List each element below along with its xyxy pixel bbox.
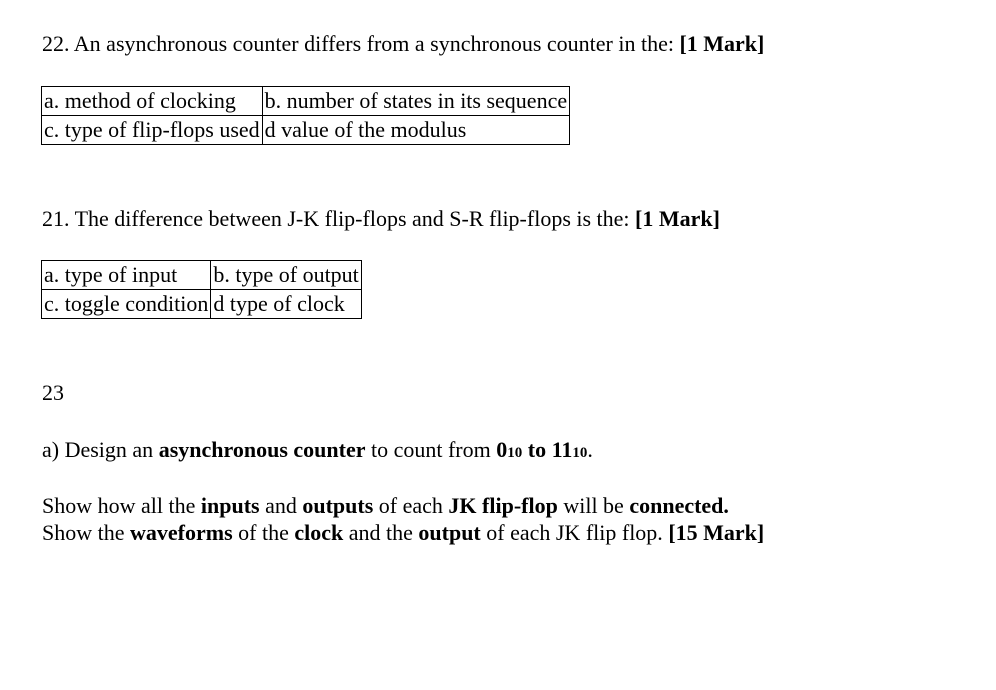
table-row <box>42 116 570 145</box>
bold-term: waveforms <box>130 520 233 545</box>
question-21-options-table <box>41 260 362 319</box>
to-word: to <box>522 437 552 462</box>
text-fragment: and <box>259 493 303 518</box>
text-fragment: will be <box>557 493 630 518</box>
from-base: 10 <box>507 445 523 461</box>
text-fragment: a) Design an <box>42 437 159 462</box>
text-fragment: Show how all the <box>42 493 201 518</box>
to-base: 10 <box>572 445 588 461</box>
question-21 <box>42 206 720 231</box>
question-23-instruction-2 <box>42 520 764 545</box>
option-c: c. type of flip-flops used <box>42 116 263 145</box>
question-23-instruction-1 <box>42 493 729 518</box>
option-b: b. number of states in its sequence <box>262 87 569 116</box>
question-22 <box>42 31 764 56</box>
question-22-options-table <box>41 86 570 145</box>
bold-term: output <box>418 520 481 545</box>
bold-term: inputs <box>200 493 260 518</box>
table-row <box>42 261 362 290</box>
text-fragment: and the <box>343 520 419 545</box>
option-b: b. type of output <box>211 261 361 290</box>
table-row <box>42 290 362 319</box>
question-22-text: 22. An asynchronous counter differs from a synchronous counter in the: <box>42 31 680 56</box>
option-c: c. toggle condition <box>42 290 211 319</box>
text-fragment: of each <box>373 493 449 518</box>
text-fragment: of the <box>232 520 295 545</box>
option-d: d value of the modulus <box>262 116 569 145</box>
question-23-number: 23 <box>42 380 64 405</box>
bold-term: asynchronous counter <box>158 437 366 462</box>
question-22-mark: [1 Mark] <box>679 31 765 56</box>
text-fragment: to count from <box>365 437 497 462</box>
to-value: 11 <box>551 437 573 462</box>
question-23-mark: [15 Mark] <box>668 520 765 545</box>
question-23-part-a <box>42 437 593 462</box>
option-a: a. type of input <box>42 261 211 290</box>
question-21-text: 21. The difference between J-K flip-flops and S-R flip-flops is the: <box>42 206 636 231</box>
bold-term: clock <box>294 520 344 545</box>
text-fragment: of each JK flip flop. <box>480 520 669 545</box>
option-a: a. method of clocking <box>42 87 263 116</box>
bold-term: connected. <box>629 493 729 518</box>
option-d: d type of clock <box>211 290 361 319</box>
question-21-mark: [1 Mark] <box>635 206 720 231</box>
bold-term: JK flip-flop <box>448 493 558 518</box>
table-row <box>42 87 570 116</box>
text-fragment: . <box>587 437 593 462</box>
from-value: 0 <box>496 437 508 462</box>
bold-term: outputs <box>302 493 374 518</box>
text-fragment: Show the <box>42 520 130 545</box>
